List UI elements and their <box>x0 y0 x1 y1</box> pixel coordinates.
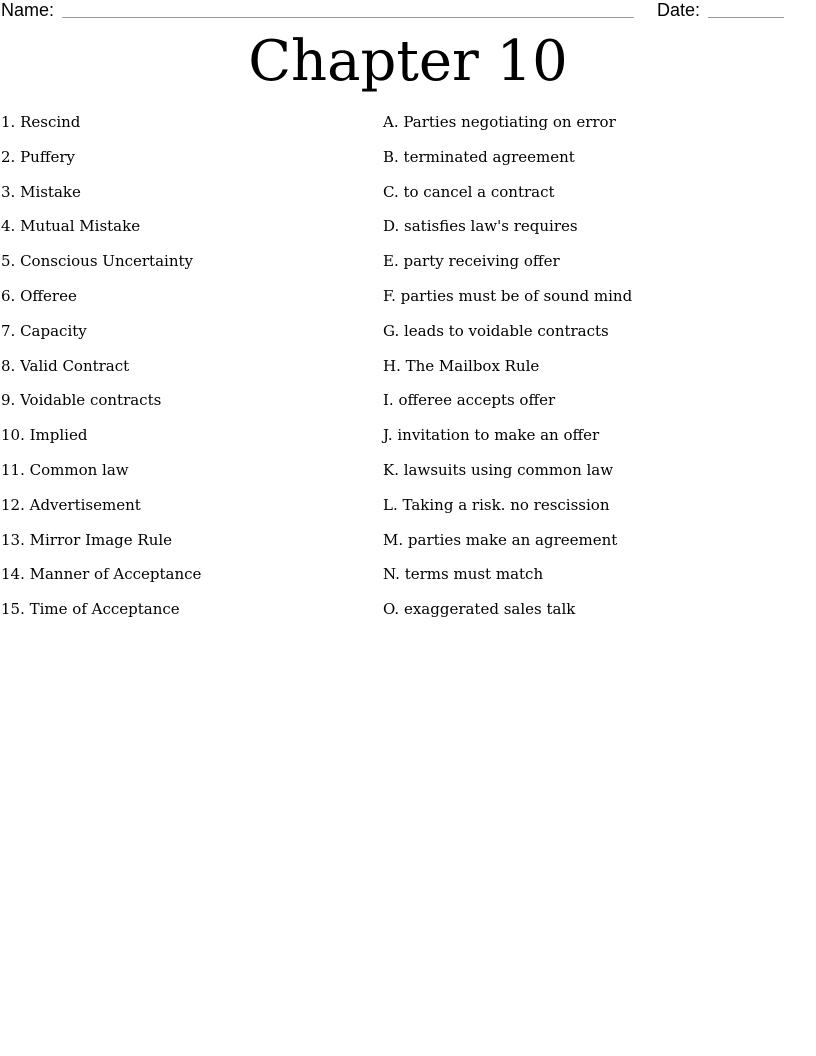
definition-item: B. terminated agreement <box>383 147 575 166</box>
definition-item: I. offeree accepts offer <box>383 391 556 410</box>
term-item: 3. Mistake <box>1 182 81 201</box>
term-item: 7. Capacity <box>1 321 87 340</box>
name-blank-line <box>62 17 634 18</box>
definition-item: N. terms must match <box>383 565 544 584</box>
terms-list <box>1 110 361 632</box>
definition-item: C. to cancel a contract <box>383 182 555 201</box>
term-item: 2. Puffery <box>1 147 76 166</box>
definition-item: O. exaggerated sales talk <box>383 600 576 619</box>
term-item: 15. Time of Acceptance <box>1 600 180 619</box>
definition-item: H. The Mailbox Rule <box>383 356 540 375</box>
name-label: Name: <box>1 0 55 20</box>
definitions-list <box>383 110 803 632</box>
definition-item: F. parties must be of sound mind <box>383 286 633 305</box>
date-blank-line <box>708 17 784 18</box>
definition-item: J. invitation to make an offer <box>383 426 600 445</box>
term-item: 14. Manner of Acceptance <box>1 565 202 584</box>
term-item: 12. Advertisement <box>1 495 141 514</box>
definition-item: L. Taking a risk. no rescission <box>383 495 610 514</box>
term-item: 11. Common law <box>1 460 129 479</box>
definition-item: D. satisfies law's requires <box>383 217 578 236</box>
term-item: 9. Voidable contracts <box>1 391 162 410</box>
term-item: 13. Mirror Image Rule <box>1 530 173 549</box>
term-item: 6. Offeree <box>1 286 77 305</box>
definition-item: G. leads to voidable contracts <box>383 321 609 340</box>
term-item: 1. Rescind <box>1 113 81 131</box>
definition-item: K. lawsuits using common law <box>383 460 614 479</box>
definition-item: E. party receiving offer <box>383 252 560 271</box>
page-title: Chapter 10 <box>248 29 568 94</box>
term-item: 10. Implied <box>1 426 88 445</box>
term-item: 4. Mutual Mistake <box>1 217 141 236</box>
term-item: 8. Valid Contract <box>1 356 130 375</box>
definition-item: A. Parties negotiating on error <box>383 113 616 131</box>
definition-item: M. parties make an agreement <box>383 530 618 549</box>
date-label: Date: <box>657 0 701 20</box>
header-row <box>0 0 816 22</box>
term-item: 5. Conscious Uncertainty <box>1 252 193 271</box>
